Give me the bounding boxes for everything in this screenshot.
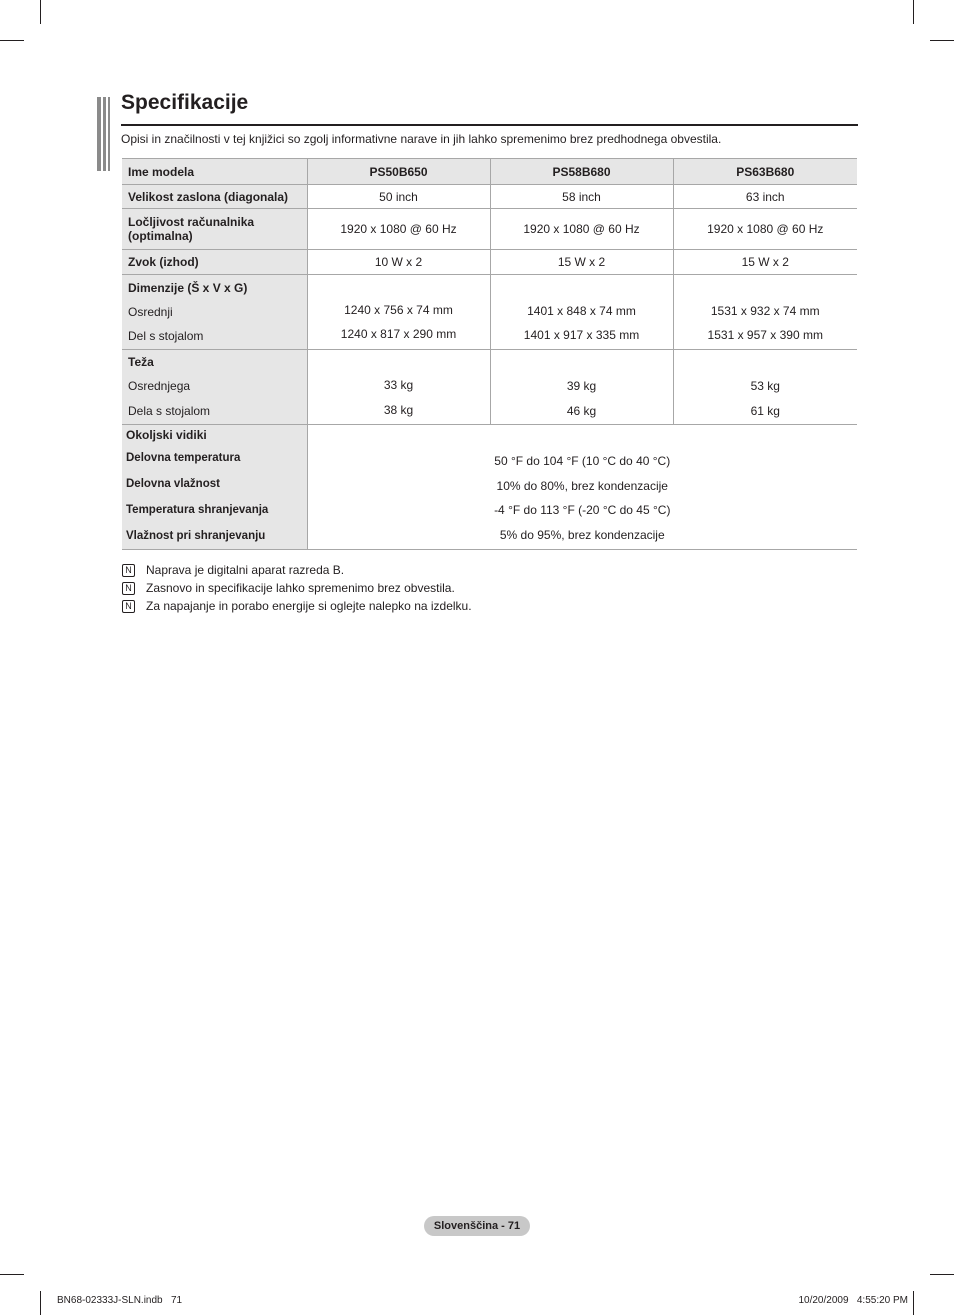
note-item [122, 561, 472, 579]
value-stand: 61 kg [750, 404, 780, 418]
row-label-dimensions-title: Dimenzije (Š x V x G) [128, 281, 248, 295]
cell-value: 63 inch [673, 185, 857, 209]
cell-value [673, 275, 857, 350]
page-title: Specifikacije [121, 91, 249, 114]
title-decoration [97, 97, 111, 171]
value-stand: 46 kg [566, 404, 597, 418]
cell-value: 1920 x 1080 @ 60 Hz [673, 209, 857, 250]
print-timestamp: 10/20/2009 4:55:20 PM [798, 1295, 908, 1306]
row-label-resolution-line2: (optimalna) [128, 229, 193, 243]
model-name: PS63B680 [673, 159, 857, 185]
cell-value [307, 350, 490, 425]
cell-value [490, 275, 673, 350]
value-stand: 1240 x 817 x 290 mm [340, 327, 457, 341]
cell-value: 1920 x 1080 @ 60 Hz [307, 209, 490, 250]
crop-mark [0, 40, 24, 41]
note-icon: N [122, 600, 135, 613]
table-row [122, 185, 857, 209]
cell-value [490, 350, 673, 425]
crop-mark [40, 0, 41, 24]
row-label-weight [122, 350, 307, 425]
row-label-environment-title: Okoljski vidiki [126, 428, 207, 442]
row-sublabel-operating-temperature: Delovna temperatura [126, 452, 241, 464]
crop-mark [0, 1274, 24, 1275]
table-row [122, 209, 857, 250]
cell-value: 1920 x 1080 @ 60 Hz [490, 209, 673, 250]
value-main: 53 kg [750, 379, 780, 393]
table-header-row [122, 159, 857, 185]
crop-mark [40, 1291, 41, 1315]
row-label-environment [122, 425, 307, 550]
row-label-weight-title: Teža [128, 355, 154, 369]
crop-mark [913, 0, 914, 24]
row-label-resolution [122, 209, 307, 250]
value-stand: 1401 x 917 x 335 mm [523, 328, 640, 342]
note-icon: N [122, 582, 135, 595]
file-slug: BN68-02333J-SLN.indb 71 [57, 1295, 183, 1306]
row-sublabel-storage-temperature: Temperatura shranjevanja [126, 504, 269, 516]
cell-value [673, 350, 857, 425]
note-item [122, 597, 472, 615]
intro-text: Opisi in značilnosti v tej knjižici so zgolj informativne narave in jih lahko spremenimo brez predhodnega obvestila. [121, 132, 722, 146]
note-text: Za napajanje in porabo energije si oglejte nalepko na izdelku. [146, 599, 472, 613]
row-sublabel-stand: Del s stojalom [128, 329, 204, 343]
value-stand: 38 kg [383, 403, 414, 417]
title-divider [121, 124, 858, 126]
table-row [122, 425, 857, 550]
cell-value: 15 W x 2 [673, 250, 857, 275]
value-main: 39 kg [566, 379, 597, 393]
cell-value: 50 inch [307, 185, 490, 209]
note-item [122, 579, 472, 597]
value-stand: 1531 x 957 x 390 mm [707, 328, 823, 342]
value-operating-humidity: 10% do 80%, brez kondenzacije [496, 478, 668, 493]
value-storage-humidity: 5% do 95%, brez kondenzacije [499, 527, 665, 542]
table-row [122, 250, 857, 275]
crop-mark [930, 1274, 954, 1275]
row-label-screen-size: Velikost zaslona (diagonala) [122, 185, 307, 209]
row-label-sound: Zvok (izhod) [122, 250, 307, 275]
value-operating-temperature: 50 °F do 104 °F (10 °C do 40 °C) [494, 454, 671, 468]
row-sublabel-main: Osrednji [128, 305, 173, 319]
crop-mark [913, 1291, 914, 1315]
row-sublabel-storage-humidity: Vlažnost pri shranjevanju [126, 530, 266, 542]
cell-value: 15 W x 2 [490, 250, 673, 275]
note-text: Zasnovo in specifikacije lahko spremenimo brez obvestila. [146, 581, 455, 595]
page-number-badge: Slovenščina - 71 [424, 1216, 530, 1236]
row-sublabel-operating-humidity: Delovna vlažnost [126, 478, 220, 490]
cell-value [307, 275, 490, 350]
table-row [122, 350, 857, 425]
cell-value: 58 inch [490, 185, 673, 209]
cell-value-environment [307, 425, 857, 550]
row-label-dimensions [122, 275, 307, 350]
note-icon: N [122, 564, 135, 577]
header-label: Ime modela [122, 159, 307, 185]
model-name: PS50B650 [307, 159, 490, 185]
value-main: 33 kg [383, 378, 414, 392]
row-sublabel-stand: Dela s stojalom [128, 404, 211, 418]
model-name: PS58B680 [490, 159, 673, 185]
value-main: 1531 x 932 x 74 mm [710, 304, 820, 318]
crop-mark [930, 40, 954, 41]
cell-value: 10 W x 2 [307, 250, 490, 275]
notes-list [122, 561, 472, 615]
value-storage-temperature: -4 °F do 113 °F (-20 °C do 45 °C) [494, 503, 671, 517]
row-sublabel-main: Osrednjega [128, 379, 191, 393]
table-row [122, 275, 857, 350]
value-main: 1240 x 756 x 74 mm [344, 303, 453, 317]
value-main: 1401 x 848 x 74 mm [527, 304, 636, 318]
spec-table [122, 158, 857, 550]
note-text: Naprava je digitalni aparat razreda B. [146, 563, 345, 577]
row-label-resolution-line1: Ločljivost računalnika [128, 215, 255, 229]
